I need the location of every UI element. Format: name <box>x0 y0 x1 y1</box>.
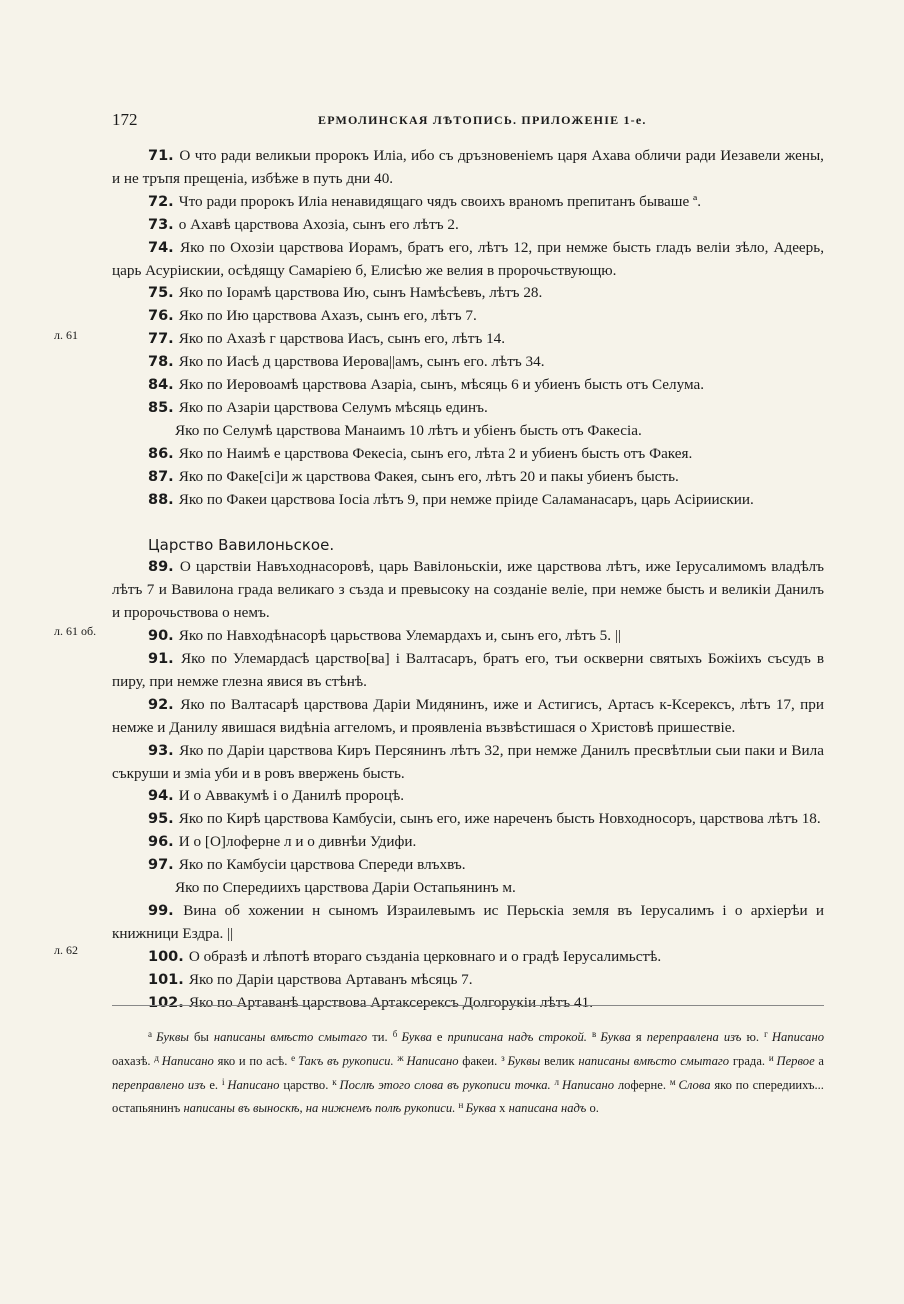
footnote-letter: м <box>669 1076 679 1087</box>
entry <box>112 145 824 191</box>
entry-number: 77. <box>148 331 179 348</box>
entry-text: Яко по Іорамѣ царствова Ию, сынъ Намѣсѣевъ, лѣтъ 28. <box>178 284 543 302</box>
entry <box>112 556 824 625</box>
entry-text: И о Аввакумѣ і о Данилѣ пророцѣ. <box>178 787 405 805</box>
footnote: $^м$ Слова яко по спередиихъ... остапьянинъ написаны въ выноскѣ, на нижнемъ полѣ рукописи. <box>112 1076 824 1116</box>
entry-text: Вина об хожении н сыномъ Израилевымъ ис Перьскіа земля въ Іерусалимъ і о архіерѣи и книжници Ездра. || <box>112 902 824 942</box>
footnote-letter: з <box>501 1052 508 1063</box>
footnote-letter: ж <box>397 1052 407 1063</box>
entry <box>112 785 824 808</box>
entry <box>112 374 824 397</box>
entry-number: 78. <box>148 354 179 371</box>
entry-text: Яко по Камбусіи царствова Спереди влъхвъ. <box>178 856 466 874</box>
footnote-letter: и <box>768 1052 777 1063</box>
entry-text: Яко по Валтасарѣ царствова Даріи Мидянинъ, иже и Астигисъ, Артасъ к-Ксерексъ, лѣтъ 17, при немже и Данилу явишася видѣніа аггеломъ, и проявленіа възвѣстишася о Христовѣ пришествіе. <box>112 695 824 736</box>
entry-number: 88. <box>148 491 179 508</box>
entry-number: 102. <box>148 994 189 1011</box>
entry-number: 94. <box>148 788 179 805</box>
footnote: $^а$ Буквы бы написаны вмѣсто смытаго ти. <box>148 1029 388 1044</box>
entry-number: 72. <box>148 193 179 210</box>
footnote: $^в$ Буква я переправлена изъ ю. <box>591 1029 760 1044</box>
entry <box>112 808 824 831</box>
entry-text: Яко по Азаріи царствова Селумъ мѣсяць единъ. <box>178 398 488 416</box>
entry <box>112 854 824 877</box>
footnotes <box>112 1024 824 1119</box>
footnote-divider <box>112 1005 824 1006</box>
footnote-letter: і <box>221 1076 228 1087</box>
entry-number: 99. <box>148 903 184 919</box>
entry <box>112 489 824 512</box>
entry-text: Яко по Иеровоамѣ царствова Азаріа, сынъ, мѣсяць 6 и убиенъ бысть отъ Селума. <box>178 376 705 394</box>
entry <box>112 969 824 992</box>
page-header <box>112 110 824 134</box>
entry-number: 97. <box>148 857 179 874</box>
entry-text: Яко по Факеи царствова Іосіа лѣтъ 9, при немже пріиде Саламанасаръ, царь Асіриискии. <box>178 490 754 508</box>
footnote-letter: е <box>291 1052 298 1063</box>
footnote-letter: л <box>554 1076 562 1087</box>
footnote: $^к$ Послѣ этого слова въ рукописи точка. <box>332 1076 551 1092</box>
entry-text: Яко по Навходѣнасорѣ царьствова Улемардахъ и, сынъ его, лѣтъ 5. || <box>178 627 621 645</box>
entry <box>112 625 824 648</box>
footnote: $^л$ Написано лоферне. <box>554 1076 666 1092</box>
footnote-letter: н <box>458 1100 466 1111</box>
entry <box>112 740 824 786</box>
entry-text: Яко по Артаванѣ царствова Артаксерексъ Долгорукіи лѣтъ 41. <box>188 993 593 1011</box>
entries-kings-list <box>112 145 824 512</box>
entry <box>112 694 824 740</box>
footnote-letter: в <box>591 1029 601 1039</box>
footnote: $^д$ Написано яко и по асѣ. <box>154 1052 288 1068</box>
entry-text: Яко по Даріи царствова Артаванъ мѣсяць 7. <box>188 970 473 988</box>
entry-number: 85. <box>148 399 179 416</box>
footnote-letter: б <box>392 1029 402 1039</box>
footnote-letter: к <box>332 1076 340 1087</box>
entry <box>112 237 824 283</box>
entry-text: Яко по Даріи царствова Киръ Персянинъ лѣтъ 32, при немже Данилъ пресвѣтлыи сыи паки и Вила съкруши и зміа уби и в ровъ ввержень бысть. <box>112 741 824 782</box>
entry <box>112 305 824 328</box>
entry <box>112 992 824 1015</box>
entry-text: О образѣ и лѣпотѣ втораго създаніа церковнаго и о градѣ Іерусалимьстѣ. <box>188 947 662 965</box>
entry-number: 100. <box>148 948 189 965</box>
entry-text: О что ради великыи пророкъ Иліа, ибо съ дръзновеніемъ царя Ахава обличи ради Иезавели жены, и не тръпя прещеніа, избѣже в путь дни 40. <box>112 147 824 187</box>
entries-babylon-list <box>112 556 824 1014</box>
entry <box>112 214 824 237</box>
footnote: $^н$ Буква х написана надъ о. <box>458 1100 599 1116</box>
entry-number: 96. <box>148 834 179 851</box>
footnote: $^и$ Первое а переправлено изъ е. <box>112 1052 824 1092</box>
section-title: Царство Вавилоньское. <box>148 535 335 554</box>
entry-number: 87. <box>148 468 179 485</box>
entry <box>112 900 824 946</box>
margin-note-folio-61-verso: л. 61 об. <box>54 624 97 638</box>
footnote: $^з$ Буквы велик написаны вмѣсто смытаго града. <box>501 1052 766 1068</box>
main-text <box>112 145 824 1015</box>
footnote: $^і$ Написано царство. <box>221 1076 329 1092</box>
entry-number: 86. <box>148 445 179 462</box>
entry-number: 74. <box>148 239 180 256</box>
entry-number: 91. <box>148 651 181 668</box>
entry-text: Яко по Селумѣ царствова Манаимъ 10 лѣтъ и убіенъ бысть отъ Факесіа. <box>175 421 642 439</box>
entry-number: 84. <box>148 377 179 394</box>
entry-number: 93. <box>148 742 180 759</box>
footnote-letter: г <box>764 1029 772 1039</box>
entry-text: Яко по Кирѣ царствова Камбусіи, сынъ его, иже нареченъ бысть Новходносоръ, царствова лѣтъ 18. <box>178 810 821 828</box>
footnote: $^г$ Написано оахазѣ. <box>112 1029 824 1068</box>
footnote: $^б$ Буква е приписана надъ строкой. <box>392 1029 587 1044</box>
entry <box>112 328 824 351</box>
entry <box>112 831 824 854</box>
page-number: 172 <box>112 110 138 129</box>
entry-number: 92. <box>148 696 181 713</box>
entry <box>112 282 824 305</box>
entry-text: Что ради пророкъ Иліа ненавидящаго чядъ своихъ враномъ препитанъ бываше ª. <box>178 192 702 210</box>
entry <box>112 877 824 900</box>
entry-text: Яко по Ию царствова Ахазъ, сынъ его, лѣтъ 7. <box>178 307 477 325</box>
entry-text: Яко по Факе[сі]и ж царствова Факея, сынъ его, лѣтъ 20 и пакы убиенъ бысть. <box>178 467 679 485</box>
footnote-letter: д <box>154 1052 162 1063</box>
entry-text: о Ахавѣ царствова Ахозіа, сынъ его лѣтъ 2. <box>178 215 459 233</box>
entry-text: Яко по Спередиихъ царствова Даріи Остапьянинъ м. <box>175 879 516 897</box>
entry <box>112 191 824 214</box>
entry-text: Яко по Ахазѣ г царствова Иасъ, сынъ его, лѣтъ 14. <box>178 330 506 348</box>
entry-text: И о [О]лоферне л и о дивнѣи Удифи. <box>178 833 417 851</box>
entry-text: Яко по Наимѣ е царствова Фекесіа, сынъ его, лѣта 2 и убиенъ бысть отъ Факея. <box>178 444 693 462</box>
footnote: $^ж$ Написано факеи. <box>397 1052 498 1068</box>
entry-number: 75. <box>148 285 179 302</box>
entry-number: 90. <box>148 628 179 645</box>
entry-number: 73. <box>148 216 179 233</box>
margin-note-folio-62: л. 62 <box>54 943 78 957</box>
entry-text: Яко по Охозіи царствова Иорамъ, братъ его, лѣтъ 12, при немже бысть гладъ велiи зѣло, Адеерь, царь Асуріискии, осѣдящу Самаріею б, Елисѣю же велия в пророчьствующю. <box>112 238 824 279</box>
margin-note-folio-61: л. 61 <box>54 328 78 342</box>
entry-text: Яко по Улемардасѣ царство[ва] і Валтасаръ, братъ его, тъи оскверни святыхъ Божіихъ съсудъ в пиру, при немже глезна явися въ стѣнѣ. <box>112 650 824 690</box>
entry-number: 89. <box>148 559 180 576</box>
footnote: $^е$ Такъ въ рукописи. <box>291 1052 394 1068</box>
footnote-letter: а <box>148 1029 157 1039</box>
entry-number: 95. <box>148 811 179 828</box>
entry <box>112 397 824 420</box>
entry-number: 76. <box>148 308 179 325</box>
entry <box>112 466 824 489</box>
entry <box>112 648 824 694</box>
entry <box>112 351 824 374</box>
entry-number: 101. <box>148 971 189 988</box>
running-head: ЕРМОЛИНСКАЯ ЛѢТОПИСЬ. ПРИЛОЖЕНІЕ 1-е. <box>318 113 647 127</box>
entry-text: Яко по Иасѣ д царствова Иерова||амъ, сынъ его. лѣтъ 34. <box>178 353 545 371</box>
entry <box>112 946 824 969</box>
entry-number: 71. <box>148 148 180 164</box>
entry <box>112 443 824 466</box>
entry-text: О царствіи Навъходнасоровѣ, царь Вавілоньскіи, иже царствова лѣтъ, иже Іерусалимомъ владѣлъ лѣтъ 7 и Вавилона града великаго з създа и превысоку на созданіе веліе, при немже бысть и великіи Данилъ и пророчьствова о немъ. <box>112 558 824 622</box>
entry <box>112 420 824 443</box>
